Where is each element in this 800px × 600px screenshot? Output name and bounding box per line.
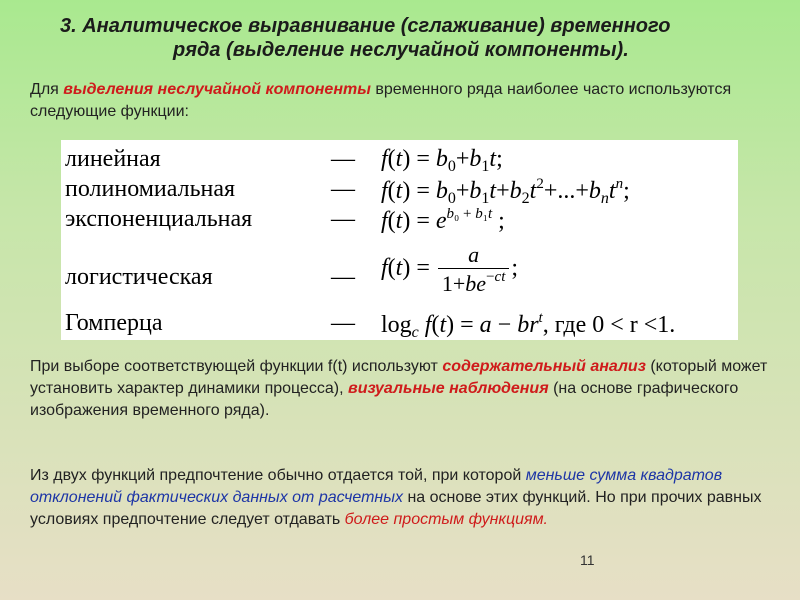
formula-exponential: $f(t) = e^{b_0 + b_1t}$ ; [381,206,505,234]
dash: — [331,176,355,202]
dash: — [331,206,355,232]
function-name: полиномиальная [65,176,236,202]
formula-gompertz: $\log_c f(t) = a - br^t$, где 0 < r <1. [381,310,676,341]
dash: — [331,264,355,290]
formula-linear: $f(t) = b_0+b_1t$; [381,146,503,175]
preference-paragraph [30,465,775,531]
highlight-content-analysis: содержательный анализ [442,358,646,375]
gompertz-condition: , где 0 < r <1. [542,312,676,338]
para2-text-2: (который может установить характер динамики процесса), [30,358,768,397]
title-line-1: 3. Аналитическое выравнивание (сглаживание) временного [60,15,671,37]
fraction: $\frac{a}{1+be^{-ct}}$ [438,242,509,297]
intro-text-post: временного ряда наиболее часто используются следующие функции: [30,81,732,120]
dash: — [331,310,355,336]
formula-table [61,140,738,340]
title-line-2: ряда (выделение неслучайной компоненты). [173,39,629,61]
formula-polynomial: $f(t) = b_0+b_1t+b_2t^2+...+b_nt^n$; [381,176,630,207]
highlight-visual-observation: визуальные наблюдения [348,380,549,397]
para3-text-2: на основе этих функций. Но при прочих равных условиях предпочтение следует отдавать [30,489,762,528]
slide-title [60,14,760,62]
function-name: Гомперца [65,310,163,336]
highlight-least-squares: меньше сумма квадратов отклонений фактических данных от расчетных [30,467,723,506]
dash: — [331,146,355,172]
function-name: экспоненциальная [65,206,253,232]
intro-text-pre: Для [30,81,64,98]
function-name: логистическая [65,264,213,290]
formula-logistic: f(t) = $\frac{a}{1+be^{-ct}}$ ; [381,242,519,296]
highlight-simpler-functions: более простым функциям. [344,511,548,528]
intro-paragraph [30,79,775,123]
function-name: линейная [65,146,161,172]
para2-text-3: (на основе графического изображения временного ряда). [30,380,739,419]
intro-highlight: выделения неслучайной компоненты [63,81,371,98]
page-number: 11 [580,552,595,568]
para2-text-1: При выборе соответствующей функции f(t) используют [30,358,443,375]
selection-paragraph [30,356,775,422]
para3-text-1: Из двух функций предпочтение обычно отдается той, при которой [30,467,526,484]
